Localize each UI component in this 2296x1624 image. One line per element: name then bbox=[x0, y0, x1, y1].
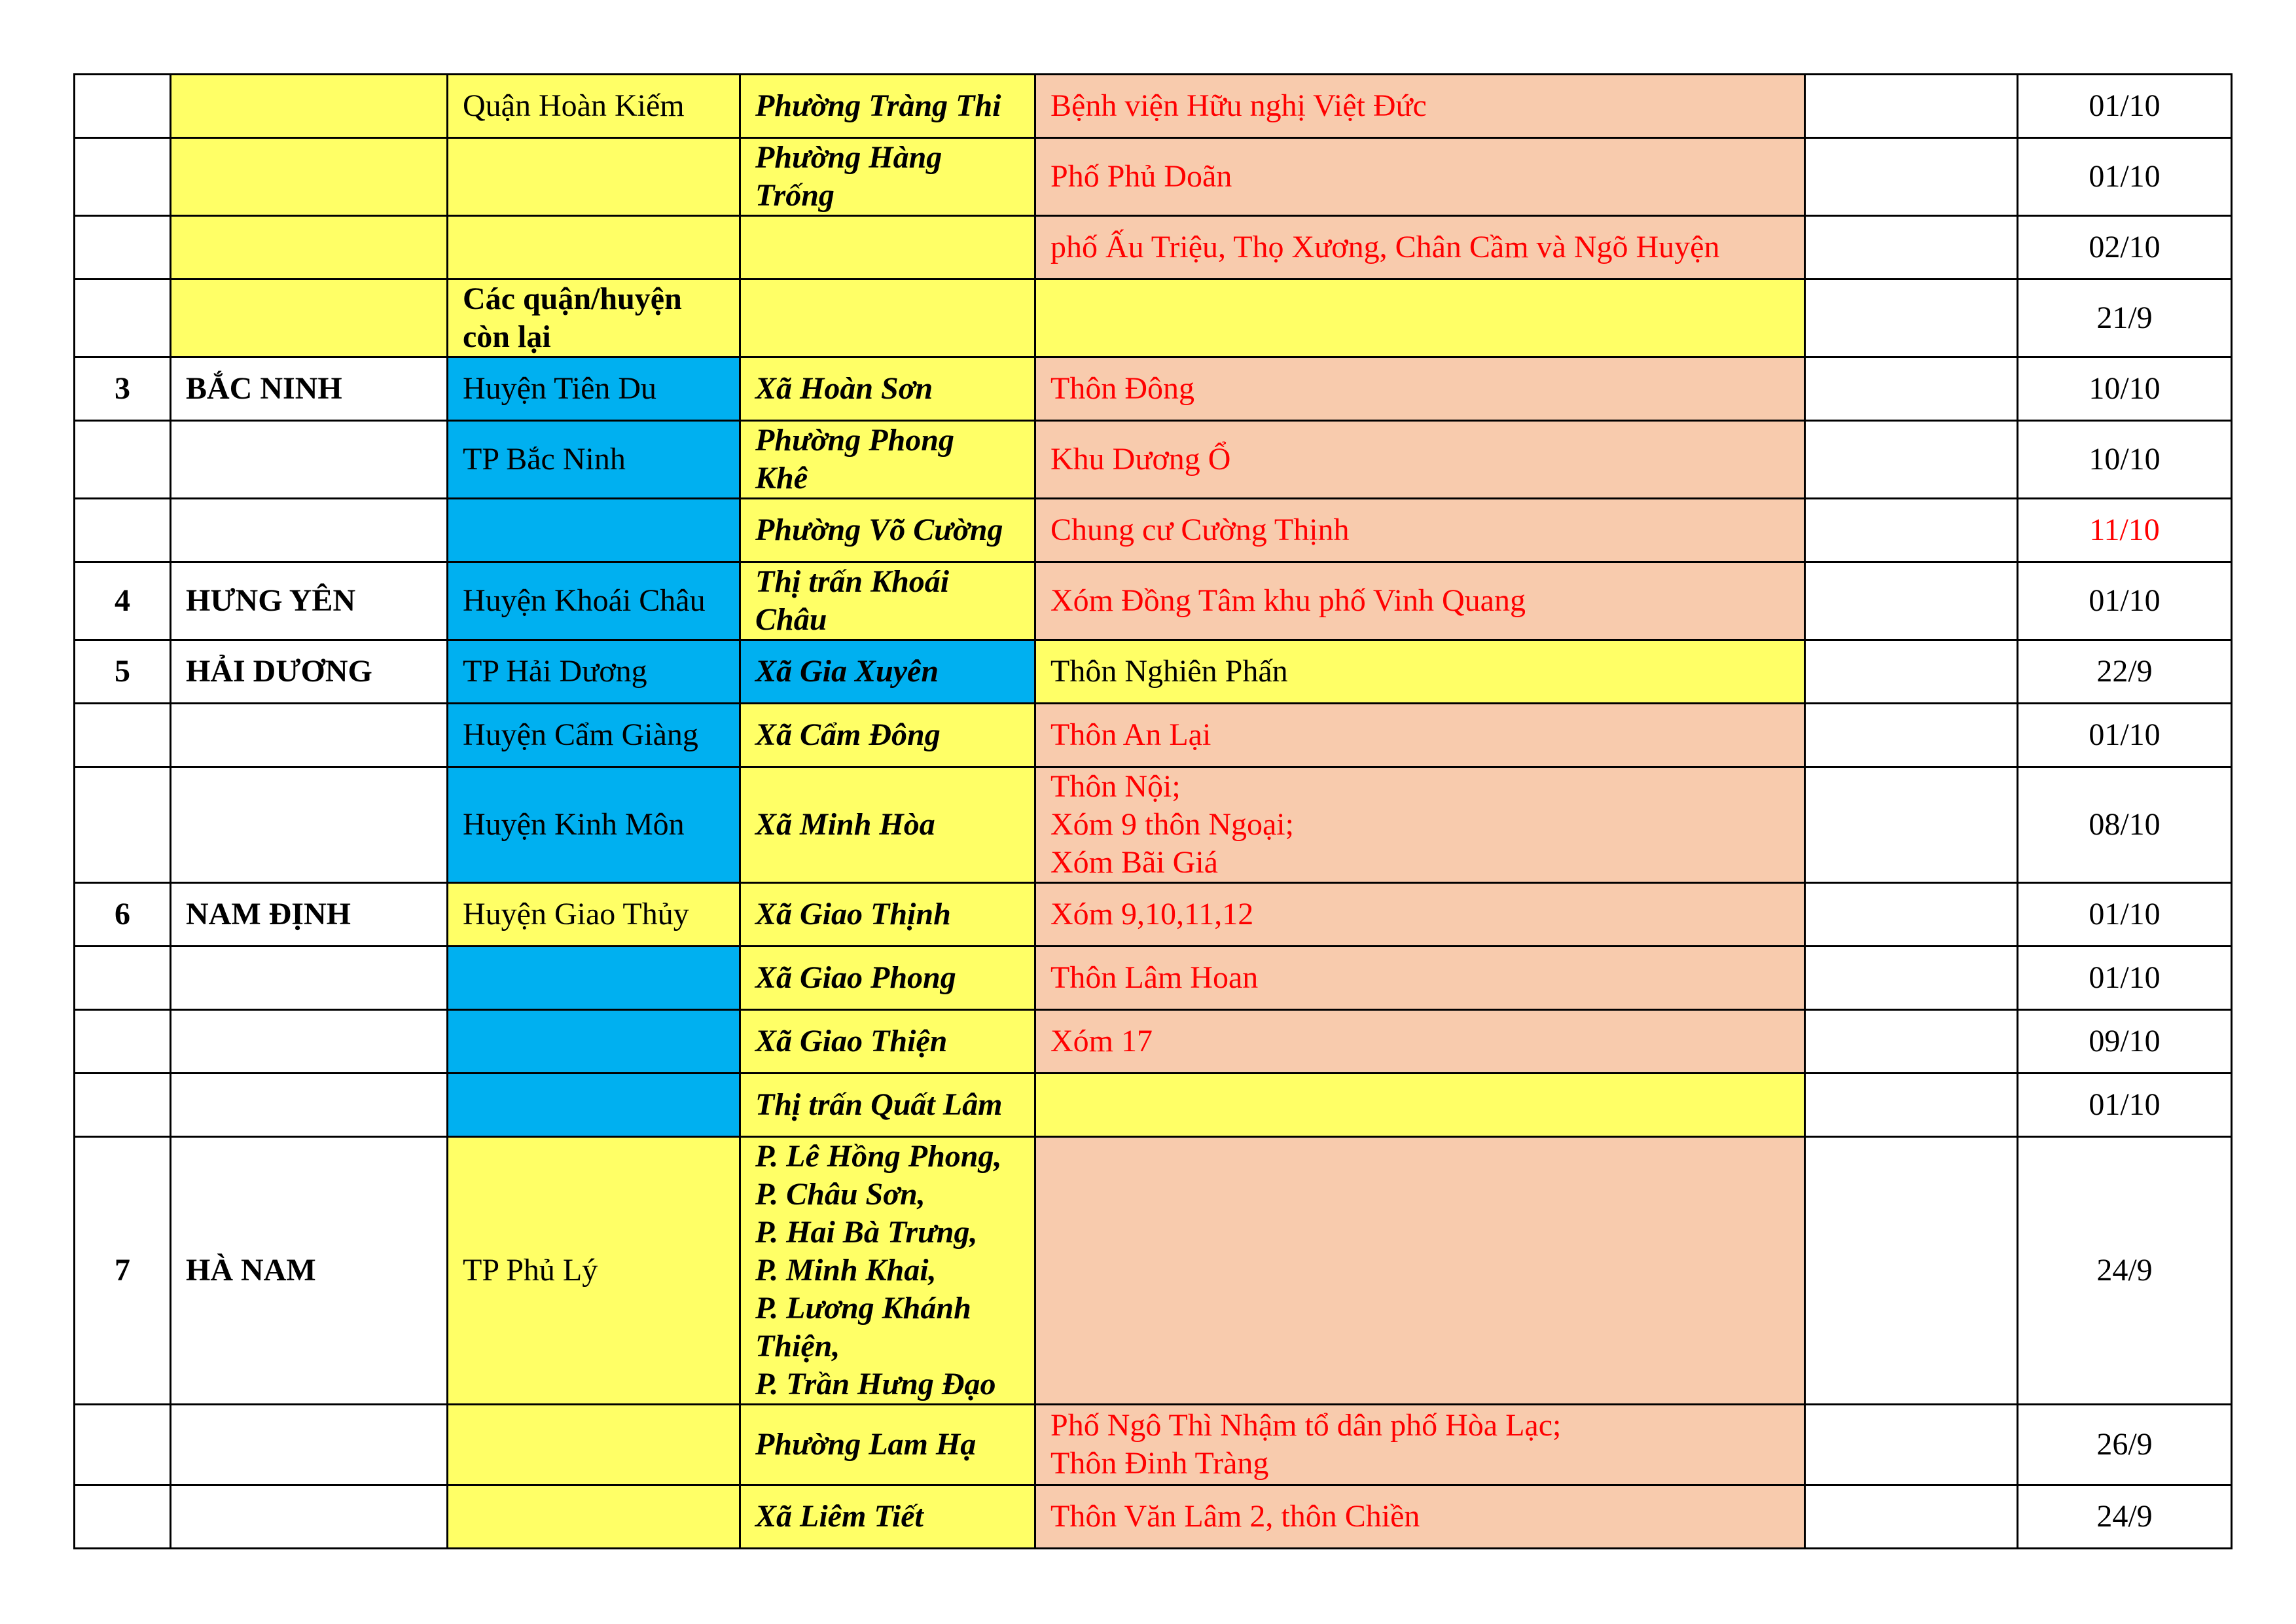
blank-cell bbox=[1805, 1405, 2018, 1485]
stt-cell bbox=[75, 499, 171, 562]
province-cell: HẢI DƯƠNG bbox=[171, 640, 448, 704]
date-cell: 21/9 bbox=[2018, 280, 2232, 357]
location-cell bbox=[1035, 704, 1805, 767]
date-cell: 08/10 bbox=[2018, 767, 2232, 883]
table-row bbox=[75, 1405, 2232, 1485]
commune-line: Phường Tràng Thi bbox=[755, 88, 1001, 123]
stt-cell: 6 bbox=[75, 883, 171, 947]
commune-line: P. Hai Bà Trưng, bbox=[755, 1215, 978, 1250]
province-cell: NAM ĐỊNH bbox=[171, 883, 448, 947]
commune-line: Phường Lam Hạ bbox=[755, 1427, 977, 1462]
commune-line: Thị trấn Quất Lâm bbox=[755, 1087, 1003, 1122]
district-cell bbox=[448, 1485, 740, 1549]
blank-cell bbox=[1805, 499, 2018, 562]
location-cell bbox=[1035, 75, 1805, 138]
stt-cell bbox=[75, 421, 171, 499]
blank-cell bbox=[1805, 357, 2018, 421]
location-line: Thôn Nội; bbox=[1050, 769, 1181, 804]
province-cell bbox=[171, 280, 448, 357]
table-row bbox=[75, 1010, 2232, 1074]
commune-cell bbox=[740, 767, 1035, 883]
commune-cell bbox=[740, 1010, 1035, 1074]
commune-line: Phường Hàng bbox=[755, 140, 942, 175]
province-cell bbox=[171, 1485, 448, 1549]
stt-cell bbox=[75, 704, 171, 767]
province-cell bbox=[171, 1010, 448, 1074]
blank-cell bbox=[1805, 947, 2018, 1010]
district-cell: TP Bắc Ninh bbox=[448, 421, 740, 499]
commune-line: Xã Liêm Tiết bbox=[755, 1499, 924, 1534]
stt-cell bbox=[75, 1074, 171, 1137]
date-cell: 01/10 bbox=[2018, 883, 2232, 947]
location-line: Thôn Văn Lâm 2, thôn Chiền bbox=[1050, 1499, 1420, 1534]
province-cell bbox=[171, 704, 448, 767]
commune-line: Xã Cẩm Đông bbox=[755, 717, 941, 752]
table-row bbox=[75, 216, 2232, 280]
commune-cell bbox=[740, 357, 1035, 421]
location-line: Khu Dương Ổ bbox=[1050, 442, 1231, 477]
blank-cell bbox=[1805, 562, 2018, 640]
location-cell bbox=[1035, 883, 1805, 947]
location-line: Xóm 17 bbox=[1050, 1024, 1153, 1058]
province-cell bbox=[171, 75, 448, 138]
stt-cell bbox=[75, 1405, 171, 1485]
commune-cell bbox=[740, 421, 1035, 499]
date-cell: 01/10 bbox=[2018, 562, 2232, 640]
location-cell bbox=[1035, 1405, 1805, 1485]
location-line: Thôn Nghiên Phấn bbox=[1050, 654, 1288, 689]
province-cell bbox=[171, 138, 448, 216]
stt-cell: 7 bbox=[75, 1137, 171, 1405]
table-row bbox=[75, 75, 2232, 138]
province-cell bbox=[171, 1405, 448, 1485]
table-row bbox=[75, 562, 2232, 640]
district-cell bbox=[448, 499, 740, 562]
blank-cell bbox=[1805, 767, 2018, 883]
district-cell: TP Hải Dương bbox=[448, 640, 740, 704]
location-line: Phố Phủ Doãn bbox=[1050, 159, 1232, 194]
location-cell bbox=[1035, 216, 1805, 280]
commune-cell bbox=[740, 216, 1035, 280]
location-line: Thôn Lâm Hoan bbox=[1050, 960, 1259, 995]
province-cell bbox=[171, 1074, 448, 1137]
commune-cell bbox=[740, 704, 1035, 767]
table-row bbox=[75, 138, 2232, 216]
outbreak-table bbox=[73, 73, 2233, 1549]
commune-line: Xã Hoàn Sơn bbox=[755, 371, 933, 406]
table-row bbox=[75, 421, 2232, 499]
date-cell: 10/10 bbox=[2018, 421, 2232, 499]
commune-line: Xã Giao Thiện bbox=[755, 1024, 948, 1058]
district-cell: Huyện Tiên Du bbox=[448, 357, 740, 421]
table-row bbox=[75, 640, 2232, 704]
district-cell: Huyện Kinh Môn bbox=[448, 767, 740, 883]
location-line: Bệnh viện Hữu nghị Việt Đức bbox=[1050, 88, 1427, 123]
stt-cell bbox=[75, 767, 171, 883]
blank-cell bbox=[1805, 883, 2018, 947]
location-cell bbox=[1035, 1485, 1805, 1549]
stt-cell: 3 bbox=[75, 357, 171, 421]
location-line: Chung cư Cường Thịnh bbox=[1050, 513, 1350, 547]
district-cell: Các quận/huyện còn lại bbox=[448, 280, 740, 357]
location-cell bbox=[1035, 947, 1805, 1010]
location-cell bbox=[1035, 280, 1805, 357]
district-cell: Quận Hoàn Kiếm bbox=[448, 75, 740, 138]
commune-cell bbox=[740, 1405, 1035, 1485]
commune-cell bbox=[740, 1137, 1035, 1405]
province-cell bbox=[171, 499, 448, 562]
commune-line: P. Lê Hồng Phong, bbox=[755, 1139, 1002, 1174]
province-cell bbox=[171, 216, 448, 280]
date-cell: 01/10 bbox=[2018, 1074, 2232, 1137]
commune-cell bbox=[740, 280, 1035, 357]
location-line: Xóm Đồng Tâm khu phố Vinh Quang bbox=[1050, 583, 1526, 618]
location-line: Thôn Đinh Tràng bbox=[1050, 1446, 1269, 1481]
commune-line: Châu bbox=[755, 602, 827, 637]
commune-cell bbox=[740, 1074, 1035, 1137]
stt-cell bbox=[75, 216, 171, 280]
stt-cell bbox=[75, 280, 171, 357]
location-line: Thôn An Lại bbox=[1050, 717, 1211, 752]
date-cell: 11/10 bbox=[2018, 499, 2232, 562]
date-cell: 01/10 bbox=[2018, 704, 2232, 767]
district-cell: TP Phủ Lý bbox=[448, 1137, 740, 1405]
stt-cell bbox=[75, 75, 171, 138]
table-row bbox=[75, 767, 2232, 883]
date-cell: 09/10 bbox=[2018, 1010, 2232, 1074]
date-cell: 26/9 bbox=[2018, 1405, 2232, 1485]
blank-cell bbox=[1805, 138, 2018, 216]
district-cell bbox=[448, 947, 740, 1010]
date-cell: 22/9 bbox=[2018, 640, 2232, 704]
commune-line: P. Châu Sơn, bbox=[755, 1177, 925, 1212]
location-cell bbox=[1035, 767, 1805, 883]
province-cell: BẮC NINH bbox=[171, 357, 448, 421]
location-cell bbox=[1035, 640, 1805, 704]
blank-cell bbox=[1805, 421, 2018, 499]
commune-cell bbox=[740, 75, 1035, 138]
location-cell bbox=[1035, 562, 1805, 640]
location-line: Xóm 9,10,11,12 bbox=[1050, 897, 1254, 931]
district-cell bbox=[448, 1010, 740, 1074]
table-row bbox=[75, 1074, 2232, 1137]
commune-cell bbox=[740, 562, 1035, 640]
date-cell: 24/9 bbox=[2018, 1137, 2232, 1405]
commune-line: Xã Giao Phong bbox=[755, 960, 956, 995]
province-cell bbox=[171, 421, 448, 499]
location-line: Phố Ngô Thì Nhậm tổ dân phố Hòa Lạc; bbox=[1050, 1408, 1562, 1443]
commune-line: P. Minh Khai, bbox=[755, 1253, 937, 1288]
table-row bbox=[75, 947, 2232, 1010]
table-row bbox=[75, 1137, 2232, 1405]
district-cell: Huyện Khoái Châu bbox=[448, 562, 740, 640]
province-cell bbox=[171, 947, 448, 1010]
commune-line: Xã Minh Hòa bbox=[755, 807, 935, 842]
commune-line: Phường Võ Cường bbox=[755, 513, 1003, 547]
blank-cell bbox=[1805, 1137, 2018, 1405]
commune-line: Thiện, bbox=[755, 1329, 840, 1363]
commune-line: Khê bbox=[755, 461, 808, 496]
location-line: Thôn Đông bbox=[1050, 371, 1194, 406]
location-line: Xóm 9 thôn Ngoại; bbox=[1050, 807, 1294, 842]
commune-line: Xã Giao Thịnh bbox=[755, 897, 951, 931]
table-row bbox=[75, 280, 2232, 357]
date-cell: 01/10 bbox=[2018, 75, 2232, 138]
blank-cell bbox=[1805, 704, 2018, 767]
stt-cell: 4 bbox=[75, 562, 171, 640]
date-cell: 02/10 bbox=[2018, 216, 2232, 280]
commune-line: P. Lương Khánh bbox=[755, 1291, 971, 1326]
location-cell bbox=[1035, 1137, 1805, 1405]
date-cell: 01/10 bbox=[2018, 138, 2232, 216]
location-cell bbox=[1035, 499, 1805, 562]
location-cell bbox=[1035, 138, 1805, 216]
location-cell bbox=[1035, 357, 1805, 421]
commune-cell bbox=[740, 138, 1035, 216]
blank-cell bbox=[1805, 280, 2018, 357]
district-cell bbox=[448, 138, 740, 216]
blank-cell bbox=[1805, 640, 2018, 704]
stt-cell bbox=[75, 138, 171, 216]
stt-cell: 5 bbox=[75, 640, 171, 704]
district-cell: Huyện Giao Thủy bbox=[448, 883, 740, 947]
district-cell bbox=[448, 216, 740, 280]
commune-cell bbox=[740, 883, 1035, 947]
date-cell: 24/9 bbox=[2018, 1485, 2232, 1549]
province-cell bbox=[171, 767, 448, 883]
commune-line: Thị trấn Khoái bbox=[755, 564, 950, 599]
province-cell: HƯNG YÊN bbox=[171, 562, 448, 640]
commune-cell bbox=[740, 640, 1035, 704]
commune-cell bbox=[740, 1485, 1035, 1549]
stt-cell bbox=[75, 947, 171, 1010]
blank-cell bbox=[1805, 1010, 2018, 1074]
commune-line: Xã Gia Xuyên bbox=[755, 654, 939, 689]
stt-cell bbox=[75, 1010, 171, 1074]
blank-cell bbox=[1805, 75, 2018, 138]
commune-line: Trống bbox=[755, 178, 834, 213]
commune-line: P. Trần Hưng Đạo bbox=[755, 1367, 996, 1401]
province-cell: HÀ NAM bbox=[171, 1137, 448, 1405]
location-line: Xóm Bãi Giá bbox=[1050, 845, 1218, 880]
blank-cell bbox=[1805, 1485, 2018, 1549]
location-cell bbox=[1035, 421, 1805, 499]
commune-line: Phường Phong bbox=[755, 423, 954, 458]
date-cell: 01/10 bbox=[2018, 947, 2232, 1010]
district-cell bbox=[448, 1405, 740, 1485]
table-row bbox=[75, 499, 2232, 562]
district-cell bbox=[448, 1074, 740, 1137]
blank-cell bbox=[1805, 216, 2018, 280]
location-cell bbox=[1035, 1010, 1805, 1074]
table-row bbox=[75, 357, 2232, 421]
location-line: phố Ấu Triệu, Thọ Xương, Chân Cầm và Ngõ Huyện bbox=[1050, 230, 1720, 264]
commune-cell bbox=[740, 499, 1035, 562]
blank-cell bbox=[1805, 1074, 2018, 1137]
stt-cell bbox=[75, 1485, 171, 1549]
table-row bbox=[75, 704, 2232, 767]
commune-cell bbox=[740, 947, 1035, 1010]
table-row bbox=[75, 883, 2232, 947]
location-cell bbox=[1035, 1074, 1805, 1137]
table-row bbox=[75, 1485, 2232, 1549]
date-cell: 10/10 bbox=[2018, 357, 2232, 421]
district-cell: Huyện Cẩm Giàng bbox=[448, 704, 740, 767]
